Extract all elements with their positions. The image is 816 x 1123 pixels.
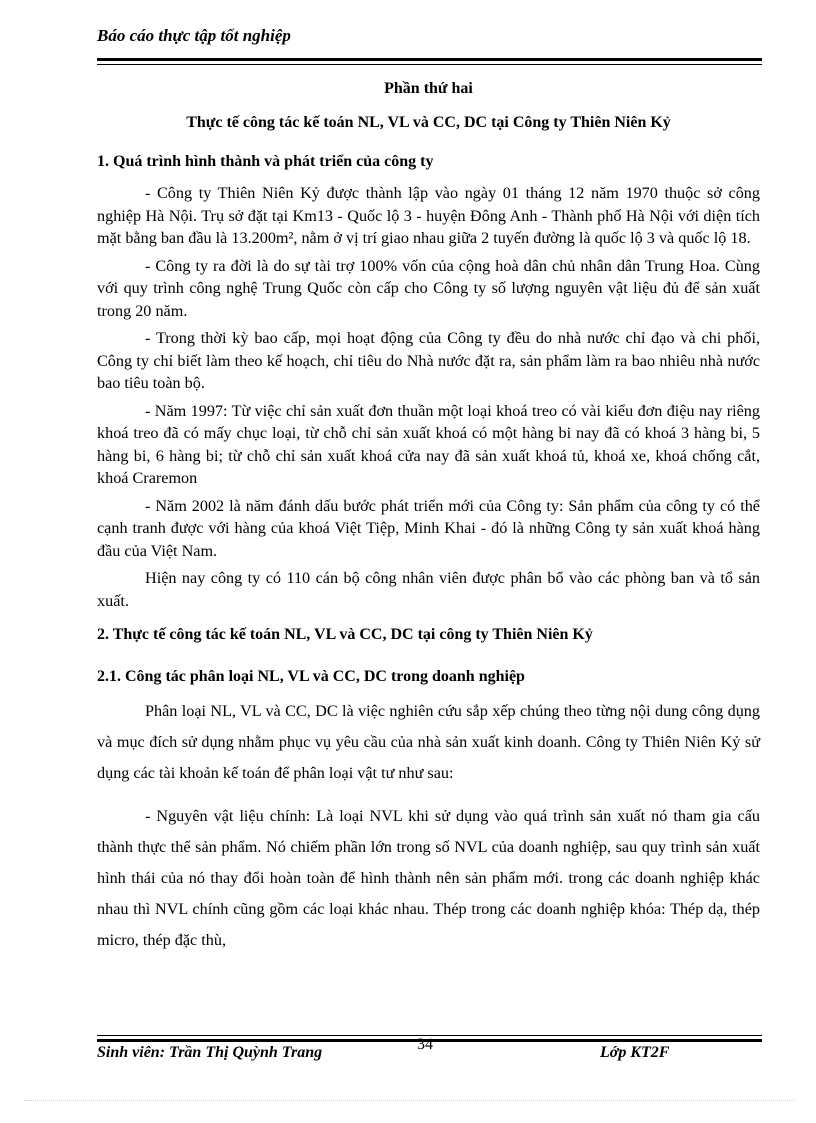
paragraph: - Trong thời kỳ bao cấp, mọi hoạt động của Công ty đều do nhà nước chỉ đạo và chi phối, Công ty chỉ biết làm theo kế hoạch, chỉ tiêu do Nhà nước đặt ra, sản phẩm làm ra bao nhiêu nhà nước bao tiêu toàn bộ. xyxy=(97,329,760,392)
paragraph: - Năm 1997: Từ việc chỉ sản xuất đơn thuần một loại khoá treo có vài kiểu đơn điệu nay riêng khoá treo đã có mấy chục loại, từ chỗ chỉ sản xuất khoá có một hàng bi nay đã có khoá 3 hàng bi, 5 hàng bi, 6 hàng bi; từ chỗ chỉ sản xuất khoá cửa nay đã sản xuất khoá tủ, khoá xe, khoá chống cắt, khoá Craremon xyxy=(97,401,760,487)
section-2-1-heading: 2.1. Công tác phân loại NL, VL và CC, DC trong doanh nghiệp xyxy=(97,668,525,685)
paragraph: Hiện nay công ty có 110 cán bộ công nhân viên được phân bổ vào các phòng ban và tổ sản xuất. xyxy=(97,569,760,610)
report-header-title: Báo cáo thực tập tốt nghiệp xyxy=(97,26,291,45)
paragraph: - Nguyên vật liệu chính: Là loại NVL khi sử dụng vào quá trình sản xuất nó tham gia cấu thành thực thể sản phẩm. Nó chiếm phần lớn trong số NVL của doanh nghiệp, sau quy trình sản xuất hình thái của nó thay đổi hoàn toàn để hình thành nên sản phẩm mới. trong các doanh nghiệp khác nhau thì NVL chính cũng gồm các loại khác nhau. Thép trong các doanh nghiệp khóa: Thép dạ, thép micro, thép đặc thù, xyxy=(97,807,760,949)
section-1-heading: 1. Quá trình hình thành và phát triển của công ty xyxy=(97,153,434,170)
section-2-body xyxy=(97,696,760,956)
part-title: Phần thứ hai xyxy=(384,80,473,97)
paragraph: - Công ty ra đời là do sự tài trợ 100% vốn của cộng hoà dân chủ nhân dân Trung Hoa. Cùng với quy trình công nghệ Trung Quốc còn cấp cho Công ty số lượng nguyên vật liệu đủ để sản xuất trong 20 năm. xyxy=(97,256,760,320)
page-body xyxy=(97,74,760,956)
paragraph: - Năm 2002 là năm đánh dấu bước phát triển mới của Công ty: Sản phẩm của công ty có thể cạnh tranh được với hàng của khoá Việt Tiệp, Minh Khai - đó là những Công ty sản xuất khoá hàng đầu của Việt Nam. xyxy=(97,496,760,560)
paragraph: Phân loại NL, VL và CC, DC là việc nghiên cứu sắp xếp chúng theo từng nội dung công dụng và mục đích sử dụng nhằm phục vụ yêu cầu của nhà sản xuất kinh doanh. Công ty Thiên Niên Kỷ sử dụng các tài khoản kế toán để phân loại vật tư như sau: xyxy=(97,702,760,782)
header-rule-thick xyxy=(97,58,762,61)
header-rule-thin xyxy=(97,64,762,65)
section-1-body xyxy=(97,182,760,612)
paragraph: - Công ty Thiên Niên Kỷ được thành lập vào ngày 01 tháng 12 năm 1970 thuộc sở công nghiệp Hà Nội. Trụ sở đặt tại Km13 - Quốc lộ 3 - huyện Đông Anh - Thành phố Hà Nội với diện tích mặt bằng ban đầu là 13.200m², nằm ở vị trí giao nhau giữa 2 tuyến đường là quốc lộ 3 và quốc lộ 18. xyxy=(97,184,760,247)
section-2-heading: 2. Thực tế công tác kế toán NL, VL và CC, DC tại công ty Thiên Niên Kỷ xyxy=(97,626,593,643)
footer-class-label: Lớp KT2F xyxy=(600,1044,670,1061)
page-number: 34 xyxy=(417,1036,433,1053)
page-footer xyxy=(97,1036,762,1066)
page-edge-dotted-line xyxy=(24,1100,794,1101)
chapter-title: Thực tế công tác kế toán NL, VL và CC, DC tại Công ty Thiên Niên Kỷ xyxy=(186,114,671,131)
footer-student-name: Sinh viên: Trần Thị Quỳnh Trang xyxy=(97,1044,323,1061)
